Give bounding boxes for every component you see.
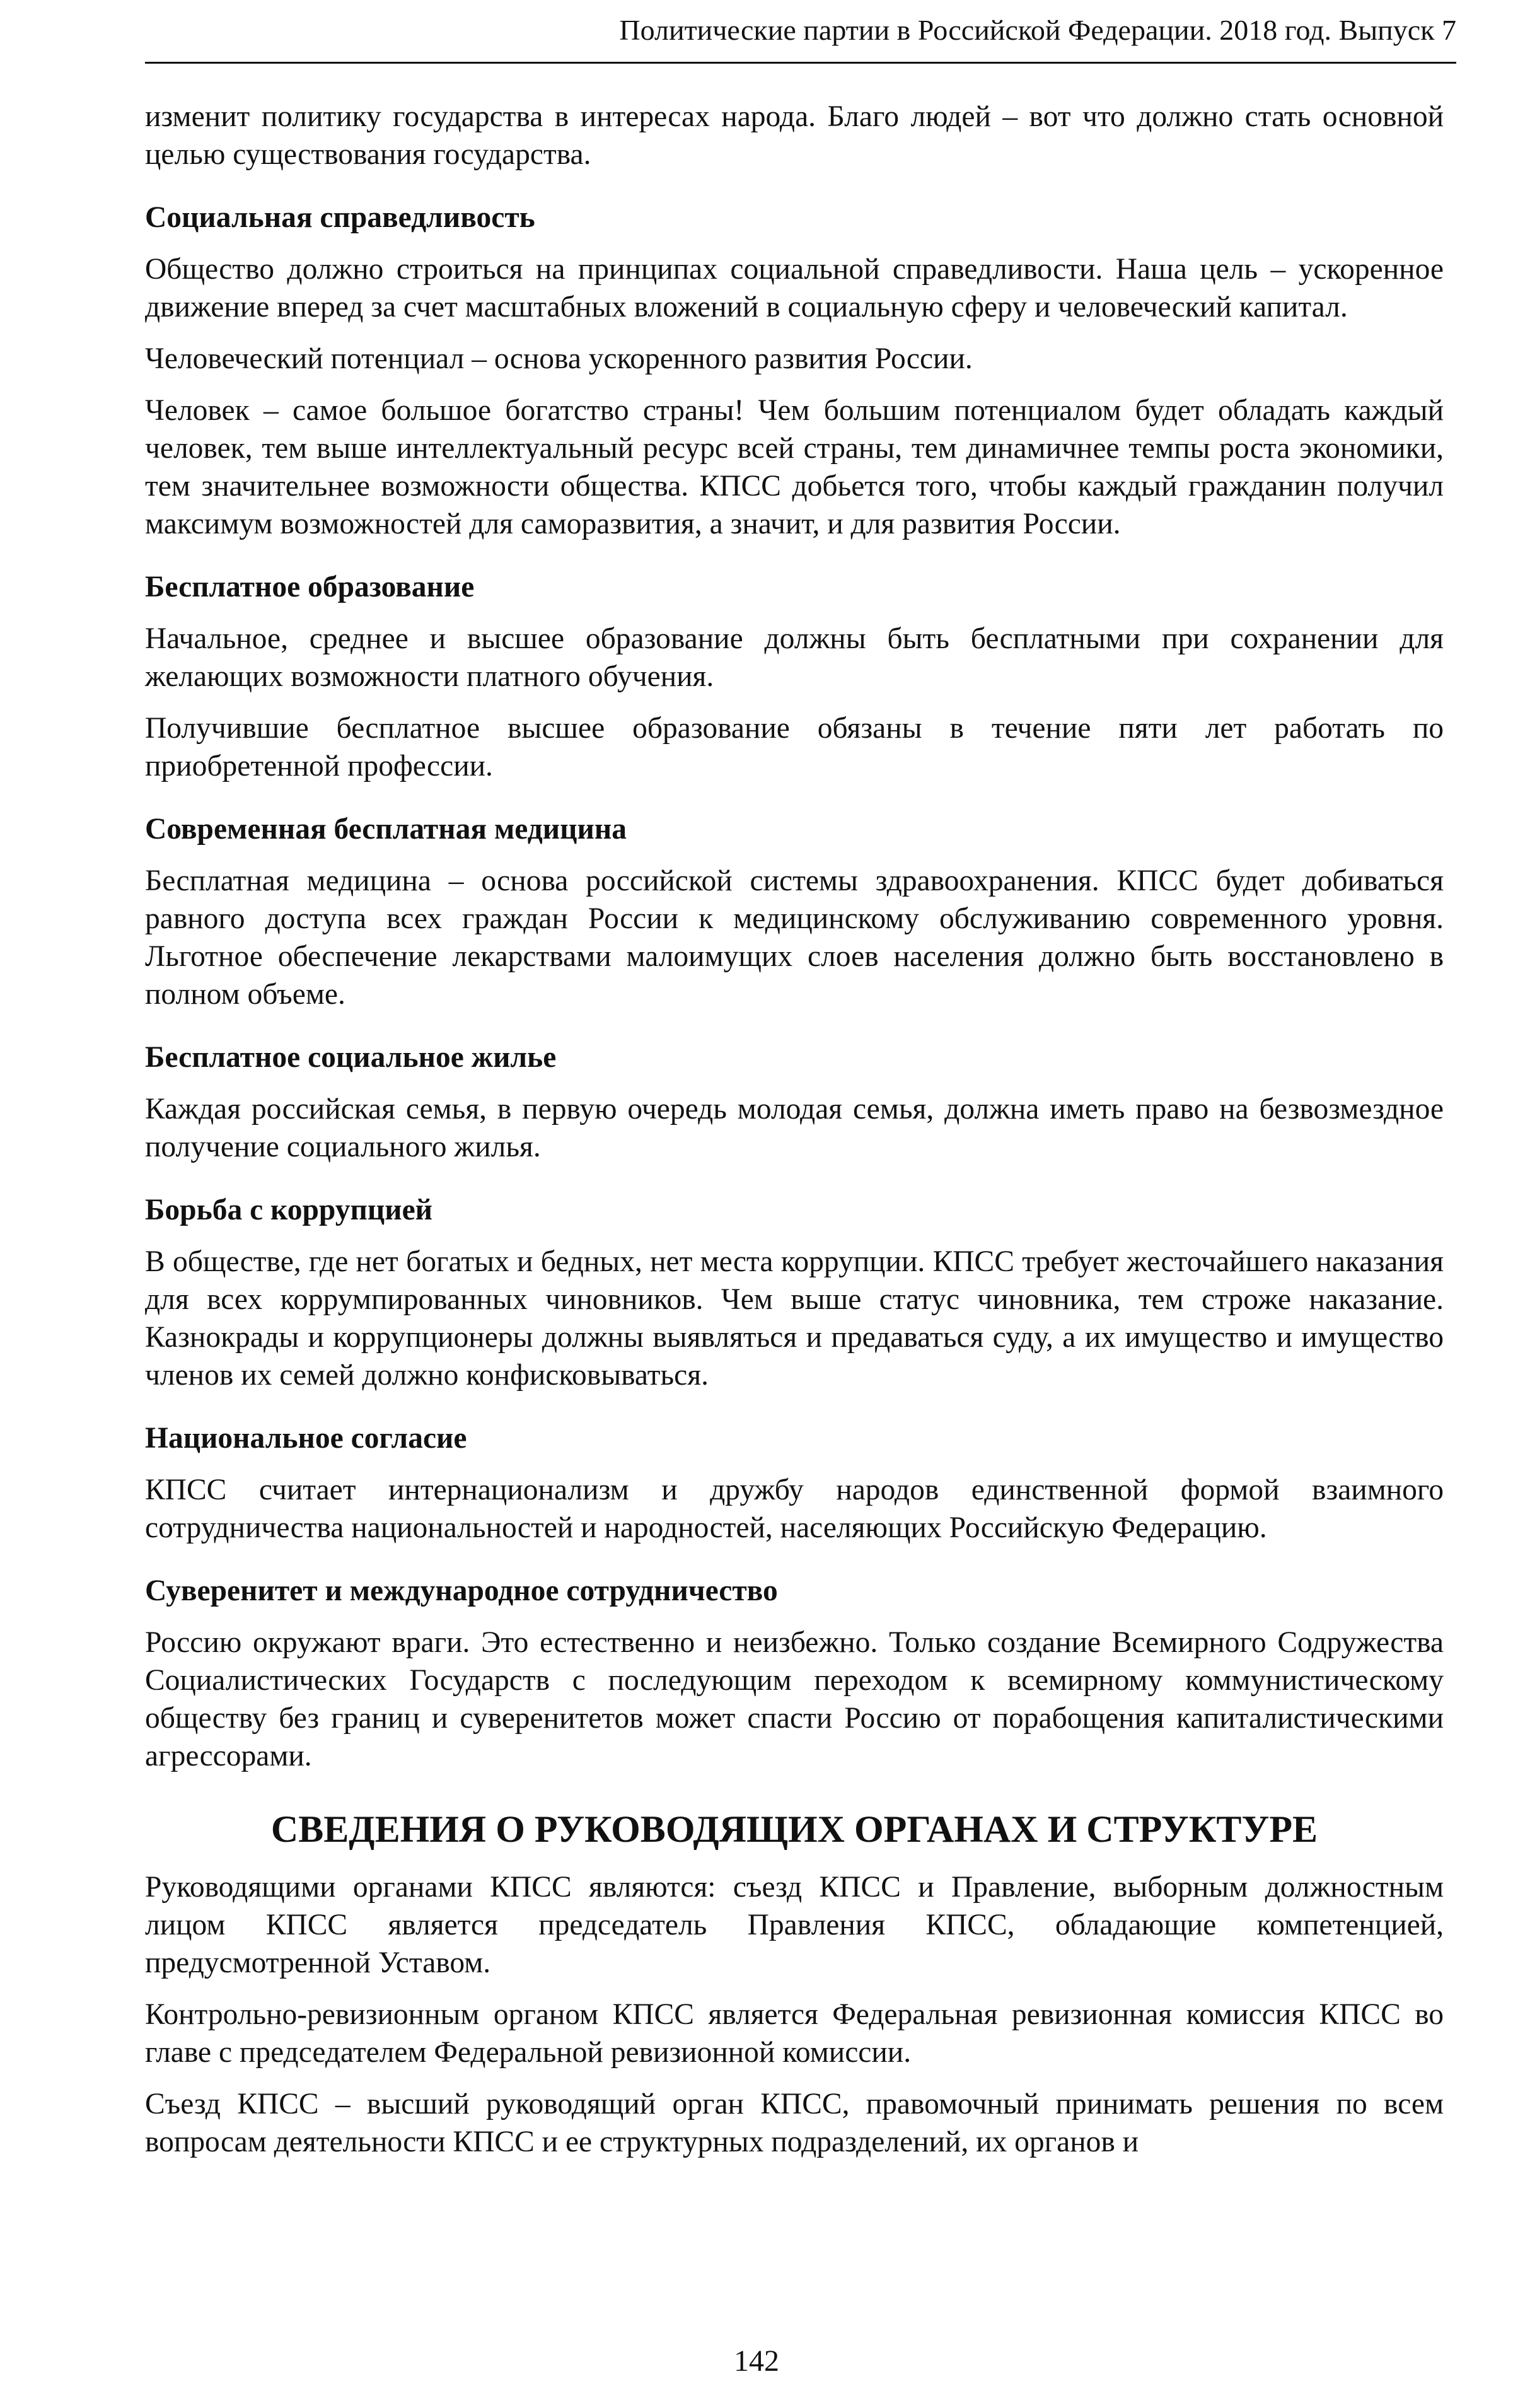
section-heading: Бесплатное образование <box>145 571 475 603</box>
page-number: 142 <box>734 2344 779 2378</box>
section-anti-corruption <box>145 1191 1444 1394</box>
paragraph: Человеческий потенциал – основа ускоренного развития России. <box>145 342 973 375</box>
section-sovereignty <box>145 1572 1444 1775</box>
paragraph: Каждая российская семья, в первую очередь молодая семья, должна иметь право на безвозмездное получение социального жилья. <box>145 1093 1444 1163</box>
running-header: Политические партии в Российской Федерации. 2018 год. Выпуск 7 <box>145 13 1456 64</box>
paragraph: Получившие бесплатное высшее образование обязаны в течение пяти лет работать по приобретенной профессии. <box>145 712 1444 782</box>
intro-paragraph: изменит политику государства в интересах народа. Благо людей – вот что должно стать основной целью существования государства. <box>145 100 1444 171</box>
paragraph: Общество должно строиться на принципах социальной справедливости. Наша цель – ускоренное движение вперед за счет масштабных вложений в социальную сферу и человеческий капитал. <box>145 253 1444 323</box>
page-body <box>145 98 1444 2175</box>
paragraph: Руководящими органами КПСС являются: съезд КПСС и Правление, выборным должностным лицом КПСС является председатель Правления КПСС, обладающие компетенцией, предусмотренной Уставом. <box>145 1871 1444 1979</box>
section-governing-bodies <box>145 1806 1444 2161</box>
section-heading: Бесплатное социальное жилье <box>145 1041 557 1074</box>
section-social-justice <box>145 199 1444 543</box>
section-heading: Социальная справедливость <box>145 201 535 234</box>
paragraph: В обществе, где нет богатых и бедных, нет места коррупции. КПСС требует жесточайшего наказания для всех коррумпированных чиновников. Чем выше статус чиновника, тем строже наказание. Казнокрады и коррупционеры должны выявляться и предаваться суду, а их имущество и имущество членов их семей должно конфисковываться. <box>145 1245 1444 1392</box>
section-national-accord <box>145 1419 1444 1547</box>
section-heading: Современная бесплатная медицина <box>145 813 627 846</box>
section-free-education <box>145 568 1444 785</box>
paragraph: КПСС считает интернационализм и дружбу народов единственной формой взаимного сотрудничества национальностей и народностей, населяющих Российскую Федерацию. <box>145 1474 1444 1544</box>
section-heading: Суверенитет и международное сотрудничество <box>145 1574 778 1607</box>
section-heading: Борьба с коррупцией <box>145 1194 433 1226</box>
section-social-housing <box>145 1038 1444 1166</box>
major-heading: СВЕДЕНИЯ О РУКОВОДЯЩИХ ОРГАНАХ И СТРУКТУРЕ <box>270 1808 1318 1850</box>
paragraph: Бесплатная медицина – основа российской системы здравоохранения. КПСС будет добиваться равного доступа всех граждан России к медицинскому обслуживанию современного уровня. Льготное обеспечение лекарствами малоимущих слоев населения должно быть восстановлено в полном объеме. <box>145 864 1444 1011</box>
section-heading: Национальное согласие <box>145 1422 467 1455</box>
paragraph: Человек – самое большое богатство страны! Чем большим потенциалом будет обладать каждый человек, тем выше интеллектуальный ресурс всей страны, тем динамичнее темпы роста экономики, тем значительнее возможности общества. КПСС добьется того, чтобы каждый гражданин получил максимум возможностей для саморазвития, а значит, и для развития России. <box>145 394 1444 540</box>
paragraph: Россию окружают враги. Это естественно и неизбежно. Только создание Всемирного Содружества Социалистических Государств с последующим переходом к всемирному коммунистическому обществу без границ и суверенитетов может спасти Россию от порабощения капиталистическими агрессорами. <box>145 1626 1444 1772</box>
paragraph: Контрольно-ревизионным органом КПСС является Федеральная ревизионная комиссия КПСС во главе с председателем Федеральной ревизионной комиссии. <box>145 1998 1444 2069</box>
paragraph: Начальное, среднее и высшее образование должны быть бесплатными при сохранении для желающих возможности платного обучения. <box>145 622 1444 693</box>
paragraph: Съезд КПСС – высший руководящий орган КПСС, правомочный принимать решения по всем вопросам деятельности КПСС и ее структурных подразделений, их органов и <box>145 2088 1444 2158</box>
section-free-medicine <box>145 810 1444 1013</box>
